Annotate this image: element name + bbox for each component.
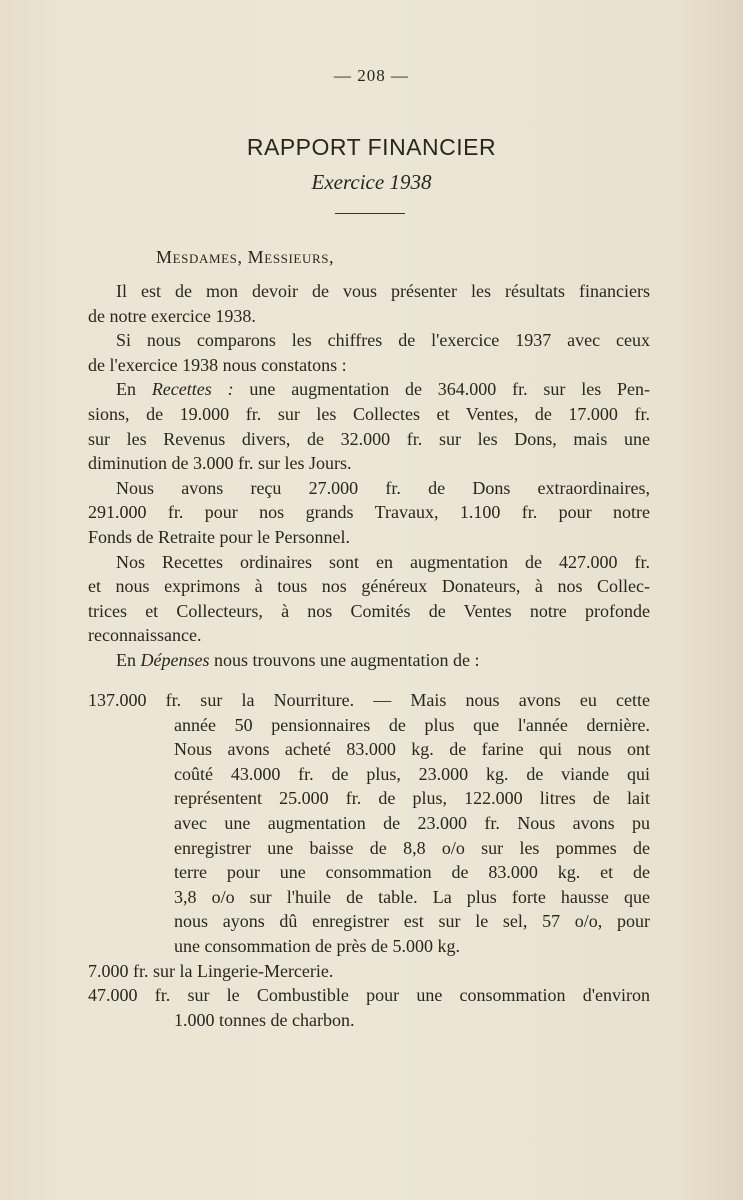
- text-line: année 50 pensionnaires de plus que l'année dernière.: [174, 714, 650, 735]
- text-line: de notre exercice 1938.: [88, 305, 256, 326]
- text-line: sur les Revenus divers, de 32.000 fr. sur les Dons, mais une: [88, 428, 650, 449]
- text-line: En Dépenses nous trouvons une augmentation de :: [116, 649, 480, 670]
- paragraph: [88, 377, 650, 475]
- text-line: Si nous comparons les chiffres de l'exercice 1937 avec ceux: [116, 330, 650, 351]
- paragraph: [88, 476, 650, 550]
- body-text: [88, 279, 650, 673]
- text-line: et nous exprimons à tous nos généreux Donateurs, à nos Collec-: [88, 576, 650, 597]
- text-line: 3,8 o/o sur l'huile de table. La plus forte hausse que: [174, 886, 650, 907]
- text-line: En Recettes : une augmentation de 364.000 fr. sur les Pen-: [116, 379, 650, 400]
- text-line: Nos Recettes ordinaires sont en augmentation de 427.000 fr.: [116, 551, 650, 572]
- text-line: 7.000 fr. sur la Lingerie-Mercerie.: [88, 961, 334, 981]
- text-line: diminution de 3.000 fr. sur les Jours.: [88, 453, 352, 474]
- paragraph: [88, 328, 650, 377]
- text-line: Il est de mon devoir de vous présenter les résultats financiers: [116, 281, 650, 301]
- text-line: 1.000 tonnes de charbon.: [174, 1009, 355, 1030]
- expense-item-lingerie: [88, 959, 650, 984]
- text-line: une consommation de près de 5.000 kg.: [174, 935, 460, 956]
- paragraph: [88, 279, 650, 328]
- title-divider: [335, 213, 405, 214]
- report-title: RAPPORT FINANCIER: [246, 134, 497, 160]
- text-line: 291.000 fr. pour nos grands Travaux, 1.100 fr. pour notre: [88, 502, 650, 523]
- text-line: 47.000 fr. sur le Combustible pour une consommation d'environ: [88, 985, 650, 1005]
- text-line: trices et Collecteurs, à nos Comités de Ventes notre profonde: [88, 600, 650, 621]
- text-line: Nous avons reçu 27.000 fr. de Dons extraordinaires,: [116, 477, 650, 498]
- report-subtitle: Exercice 1938: [311, 170, 432, 194]
- emphasis-recettes: Recettes :: [151, 379, 234, 400]
- text-line: Fonds de Retraite pour le Personnel.: [88, 526, 350, 547]
- text-line: nous ayons dû enregistrer est sur le sel, 57 o/o, pour: [174, 911, 650, 932]
- text-line: terre pour une consommation de 83.000 kg. et de: [174, 862, 650, 883]
- text-line: reconnaissance.: [88, 625, 202, 646]
- paragraph: [88, 550, 650, 648]
- text-line: avec une augmentation de 23.000 fr. Nous avons pu: [174, 812, 650, 833]
- text-line: de l'exercice 1938 nous constatons :: [88, 354, 347, 375]
- page-number: — 208 —: [334, 66, 409, 85]
- text-line: représentent 25.000 fr. de plus, 122.000 litres de lait: [174, 788, 650, 809]
- expense-item-combustible: [88, 983, 650, 1032]
- text-line: Nous avons acheté 83.000 kg. de farine qui nous ont: [174, 739, 650, 760]
- salutation: Mesdames, Messieurs,: [156, 247, 335, 267]
- text-line: coûté 43.000 fr. de plus, 23.000 kg. de viande qui: [174, 763, 650, 784]
- text-line: 137.000 fr. sur la Nourriture. — Mais nous avons eu cette: [88, 690, 650, 710]
- text-line: sions, de 19.000 fr. sur les Collectes et Ventes, de 17.000 fr.: [88, 403, 650, 424]
- text-line: enregistrer une baisse de 8,8 o/o sur les pommes de: [174, 837, 650, 858]
- emphasis-depenses: Dépenses: [140, 649, 210, 670]
- paragraph: [116, 648, 650, 673]
- expense-item-nourriture: [88, 688, 650, 959]
